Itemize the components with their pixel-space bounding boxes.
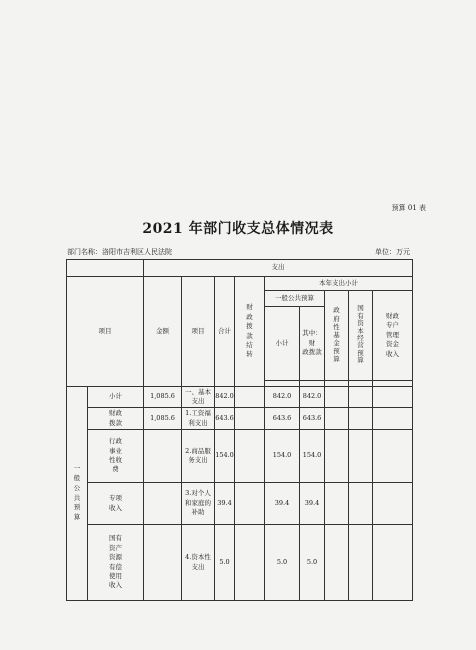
table-row: 一 般 公 共 预 算 小计 1,085.6 一、基本 支出 842.0 842.0 842.0 xyxy=(67,387,413,408)
page-title: 2021 年部门收支总体情况表 xyxy=(142,221,334,237)
special-fiscal-label: 财政 专户 管理 资金 收入 xyxy=(386,311,400,358)
header-total: 合计 xyxy=(215,277,235,387)
header-special-fiscal xyxy=(373,291,413,381)
header-row-2 xyxy=(67,277,413,291)
header-income-item: 项目 xyxy=(67,277,144,387)
header-amount: 金额 xyxy=(144,277,182,387)
header-fiscal-carryover xyxy=(235,277,265,387)
header-subtotal: 小计 xyxy=(265,307,300,381)
state-capital-label: 国 有 资 本 经 营 预 算 xyxy=(357,304,364,365)
table-row: 专项 收入 3.对个人 和家庭的 补助 39.4 39.4 39.4 xyxy=(67,483,413,525)
gov-fund-label: 政 府 性 基 金 预 算 xyxy=(333,306,340,364)
table-row: 财政 拨款 1,085.6 1.工资福 利支出 643.6 643.6 643.6 xyxy=(67,408,413,430)
header-row-1 xyxy=(67,260,413,277)
form-code: 预算 01 表 xyxy=(391,204,426,212)
header-general-budget: 一般公共预算 xyxy=(265,291,325,307)
unit-label: 单位：万元 xyxy=(375,248,410,256)
header-gov-fund xyxy=(325,291,349,381)
header-state-capital xyxy=(349,291,373,381)
header-of-which-fiscal: 其中：财 政拨款 xyxy=(300,307,325,381)
group-label: 一 般 公 共 预 算 xyxy=(67,387,88,601)
fiscal-carryover-label: 财 政 拨 款 结 转 xyxy=(246,303,253,359)
table-row: 国有 资产 资源 有偿 使用 收入 4.资本性 支出 5.0 5.0 5.0 xyxy=(67,525,413,601)
budget-table xyxy=(66,259,413,601)
department-name: 部门名称：洛阳市吉利区人民法院 xyxy=(67,248,172,256)
header-current-year-subtotal: 本年支出小计 xyxy=(265,277,413,291)
header-expenditure-item: 项目 xyxy=(182,277,215,387)
header-expenditure: 支出 xyxy=(144,260,413,277)
table-row: 行政 事业 性收 费 2.商品服 务支出 154.0 154.0 154.0 xyxy=(67,430,413,483)
